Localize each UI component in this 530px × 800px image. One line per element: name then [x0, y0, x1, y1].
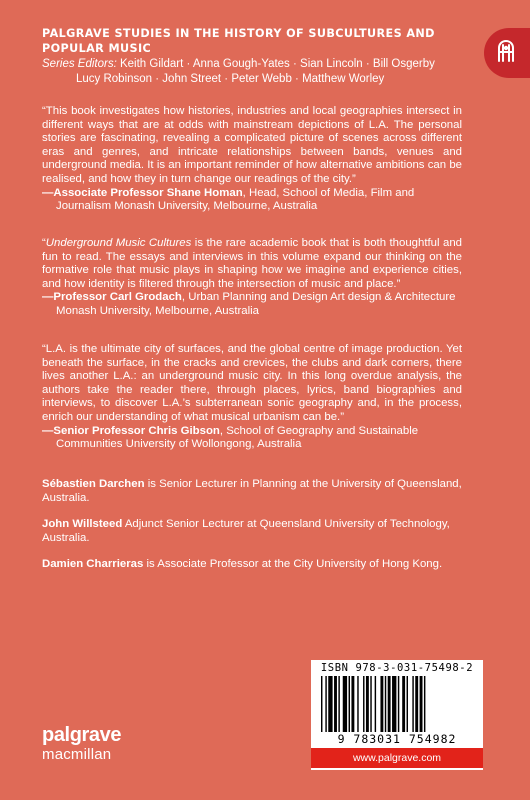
barcode-bar — [420, 676, 423, 732]
barcode-bar — [380, 676, 383, 732]
endorsement-2-attribution — [42, 291, 462, 318]
series-title-line2: POPULAR MUSIC — [42, 42, 152, 55]
barcode-bar — [375, 676, 376, 732]
endorsement-2-book-title: Underground Music Cultures — [45, 237, 192, 249]
publisher-logo-line2: macmillan — [42, 746, 112, 763]
author-bio-text: is Senior Lecturer in Planning at the University of Queensland, Australia. — [42, 478, 462, 504]
endorsement-1-affiliation: , Head, School of Media, Film and Journalism Monash University, Melbourne, Australia — [56, 186, 415, 213]
series-title — [42, 26, 462, 56]
series-editors-line1: Keith Gildart · Anna Gough-Yates · Sian Lincoln · Bill Osgerby — [119, 58, 435, 70]
endorsement-2-affiliation: , Urban Planning and Design Art design & Architecture Monash University, Melbourne, Australia — [56, 291, 456, 317]
barcode-bar — [343, 676, 347, 732]
barcode-bars — [321, 676, 473, 732]
barcode-bar — [325, 676, 326, 732]
barcode-bar — [328, 676, 332, 732]
publisher-url: www.palgrave.com — [311, 748, 483, 768]
endorsement-2-open-quote: “ — [42, 237, 46, 249]
endorsement-1-attribution — [42, 187, 462, 214]
endorsement-3 — [42, 343, 462, 452]
series-editors-label: Series Editors: — [42, 58, 117, 70]
barcode-bar — [370, 676, 371, 732]
endorsement-3-author: —Senior Professor Chris Gibson — [42, 424, 220, 437]
barcode-bar — [407, 676, 408, 732]
endorsement-3-attribution — [42, 425, 462, 452]
series-editors — [42, 57, 462, 87]
barcode-bar — [366, 676, 369, 732]
endorsement-1-quote: “This book investigates how histories, industries and local geographies intersect in different ways that are at odds with mainstream depictions of L.A. The personal stories are fascinating, revealing a complicated picture of scenes across different eras and genres, and intricate relationships between bands, venues and underground media. It is an important reminder of how alternative ambitions can be realised, and how they in turn change our readings of the city.” — [42, 105, 462, 185]
endorsement-3-affiliation: , School of Geography and Sustainable Communities University of Wollongong, Australia — [56, 424, 419, 451]
springer-badge — [484, 28, 530, 78]
series-header — [42, 26, 462, 87]
author-name: Sébastien Darchen — [42, 478, 145, 490]
author-bio-darchen — [42, 478, 462, 505]
barcode-bar — [357, 676, 358, 732]
barcode-bar — [415, 676, 418, 732]
author-bio-willsteed — [42, 518, 462, 545]
barcode-bar — [402, 676, 405, 732]
isbn-barcode-block — [311, 660, 483, 770]
barcode-bar — [349, 676, 350, 732]
author-bio-text: Adjunct Senior Lecturer at Queensland University of Technology, Australia. — [42, 518, 450, 544]
isbn-label: ISBN 978-3-031-75498-2 — [320, 662, 474, 674]
endorsement-2-quote — [42, 237, 462, 291]
endorsement-1 — [42, 105, 462, 214]
barcode-bar — [424, 676, 425, 732]
barcode-bar — [334, 676, 337, 732]
barcode-bar — [351, 676, 354, 732]
publisher-logo — [42, 724, 121, 763]
series-editors-line2: Lucy Robinson · John Street · Peter Webb · Matthew Worley — [76, 73, 385, 85]
publisher-logo-line1: palgrave — [42, 724, 122, 746]
barcode-digits: 9 783031 754982 — [337, 732, 457, 746]
barcode-bar — [363, 676, 364, 732]
barcode-bar — [398, 676, 399, 732]
endorsement-2-text: is the rare academic book that is both thoughtful and fun to read. The essays and interviews in this volume expand our thinking on the formative role that music plays in shaping how we imagine and experience cities, and how identity is filtered through the intersection of music and place.” — [42, 237, 462, 290]
barcode-bar — [338, 676, 339, 732]
author-name: John Willsteed — [42, 518, 123, 530]
barcode-bar — [412, 676, 413, 732]
barcode-bar — [321, 676, 322, 732]
barcode-bar — [385, 676, 386, 732]
endorsement-2-author: —Professor Carl Grodach — [42, 291, 182, 304]
barcode-bar — [392, 676, 396, 732]
series-title-line1: PALGRAVE STUDIES IN THE HISTORY OF SUBCULTURES AND — [42, 27, 435, 40]
author-name: Damien Charrieras — [42, 558, 144, 570]
endorsement-2 — [42, 237, 462, 319]
endorsement-3-quote: “L.A. is the ultimate city of surfaces, and the global centre of image production. Yet beneath the surface, in the cracks and crevices, the clubs and dark corners, there lives another L.A.: an underground music city. In this long overdue analysis, the authors take the reader there, through places, lyrics, band biographies and interviews, to discover L.A.’s subterranean sonic geography and, in the process, enrich our understanding of what musical urbanism can be.” — [42, 343, 462, 423]
author-bio-charrieras — [42, 558, 462, 572]
barcode-bar — [388, 676, 391, 732]
endorsement-1-author: —Associate Professor Shane Homan — [42, 186, 243, 199]
springer-horse-icon — [494, 39, 518, 65]
author-bio-text: is Associate Professor at the City University of Hong Kong. — [143, 558, 443, 570]
